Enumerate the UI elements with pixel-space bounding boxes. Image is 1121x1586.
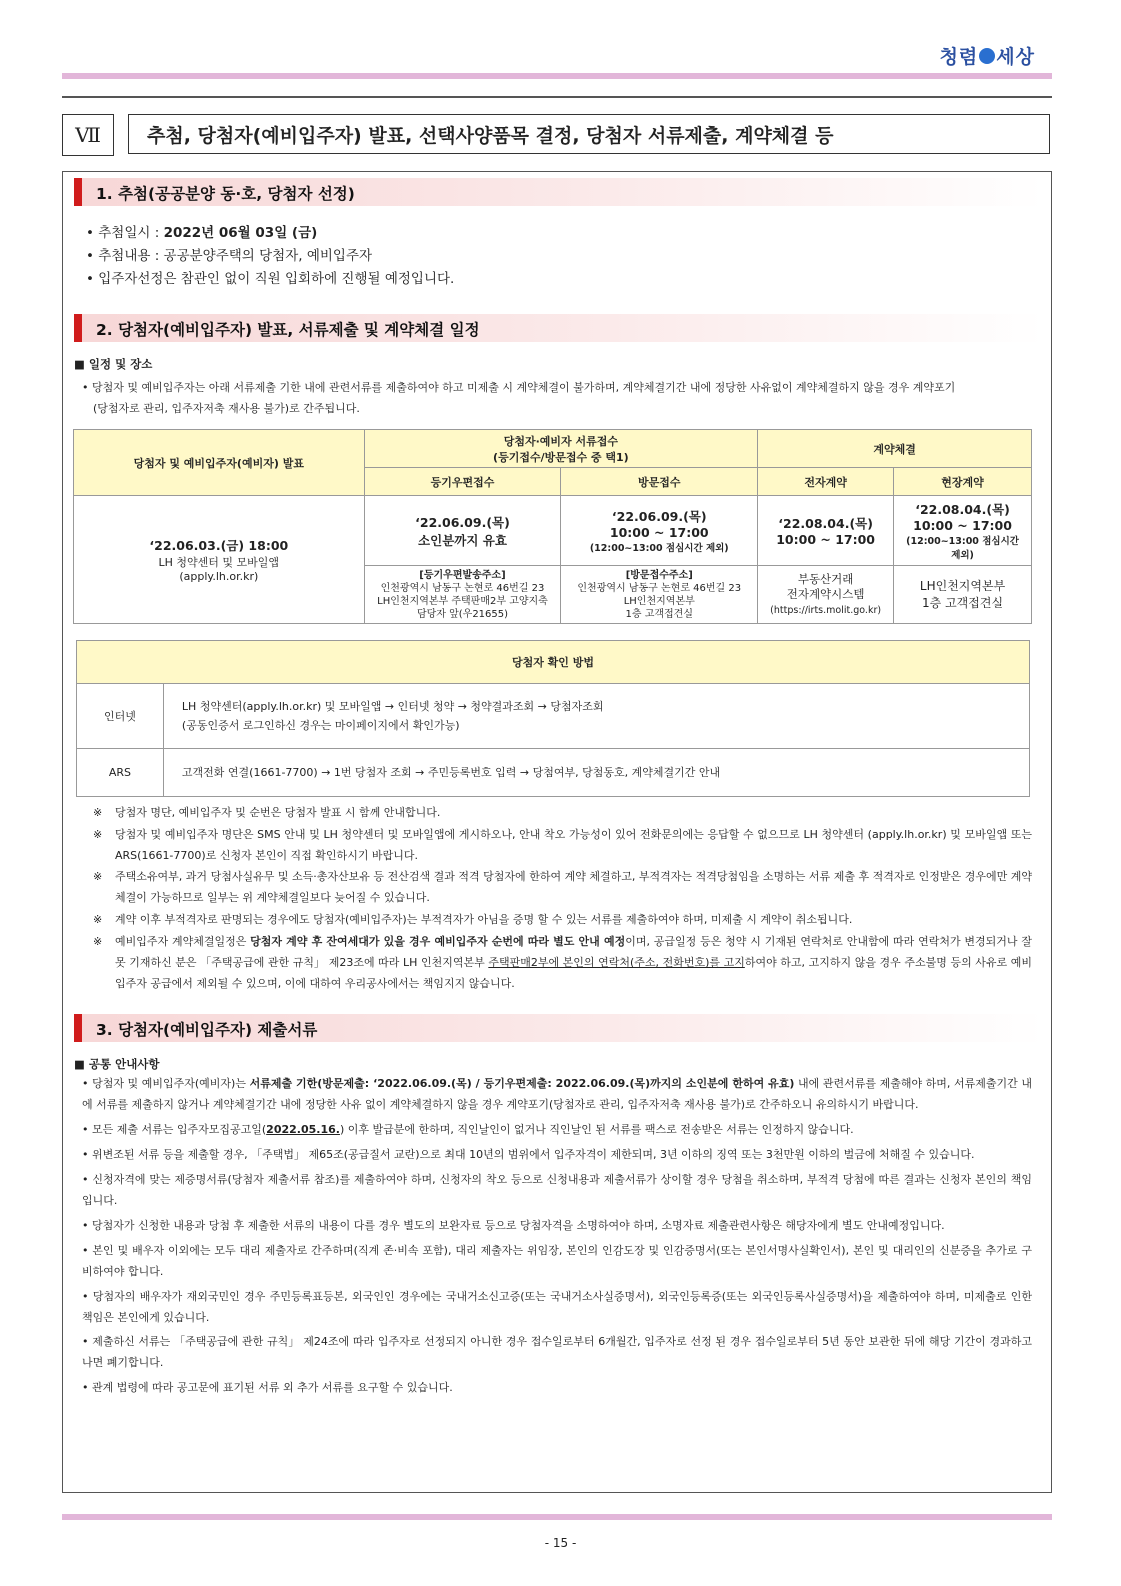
note: ※ 예비입주자 계약체결일정은 당첨자 계약 후 잔여세대가 있을 경우 예비입주자 순번에 따라 별도 안내 예정이며, 공급일정 등은 청약 시 기재된 연락처로 안내함에 따라 연락처가 변경되거나 잘못 기재하신 분은 「주택공급에 관한 규칙」 제23조에 따라 LH 인천지역본부 주택판매2부에 본인의 연락처(주소, 전화번호)를 고지하여야 하고, 고지하지 않을 경우 주소불명 등의 사유로 예비입주자 공급에서 제외될 수 있으며, 이에 대하여 우리공사에서는 책임지지 않습니다. bbox=[93, 935, 1032, 990]
internet-label: 인터넷 bbox=[77, 684, 164, 749]
common-item: • 위변조된 서류 등을 제출할 경우, 「주택법」 제65조(공급질서 교란)으로 최대 10년의 범위에서 입주자격이 제한되며, 3년 이하의 징역 또는 3천만원 이하의 벌금에 처해질 수 있습니다. bbox=[82, 1148, 975, 1161]
common-item: • 당첨자가 신청한 내용과 당첨 후 제출한 서류의 내용이 다를 경우 별도의 보완자료 등으로 당첨자격을 소명하여야 하며, 소명자료 제출관련사항은 해당자에게 별도 안내예정입니다. bbox=[82, 1219, 945, 1232]
header-pink-bar bbox=[62, 73, 1052, 79]
brand-logo: 청렴 세상 bbox=[939, 46, 1035, 68]
visit-date-cell: ‘22.06.09.(목) 10:00 ~ 17:00 (12:00~13:00 점심시간 제외) bbox=[561, 496, 758, 566]
common-item: • 관계 법령에 따라 공고문에 표기된 서류 외 추가 서류를 요구할 수 있습니다. bbox=[82, 1381, 453, 1394]
col-onsite: 현장계약 bbox=[894, 468, 1032, 496]
col-contract: 계약체결 bbox=[758, 430, 1032, 468]
mail-address-cell: [등기우편발송주소] 인천광역시 남동구 논현로 46번길 23 LH인천지역본부 주택판매2부 고양지축 담당자 앞(우21655) bbox=[364, 566, 561, 624]
common-subhead: ■ 공통 안내사항 bbox=[74, 1057, 160, 1071]
ars-method: 고객전화 연결(1661-7700) → 1번 당첨자 조회 → 주민등록번호 입력 → 당첨여부, 당첨동호, 계약체결기간 안내 bbox=[163, 749, 1029, 797]
section-2-header: 2. 당첨자(예비입주자) 발표, 서류제출 및 계약체결 일정 bbox=[74, 314, 1044, 342]
col-visit: 방문접수 bbox=[561, 468, 758, 496]
ars-label: ARS bbox=[77, 749, 164, 797]
common-item: • 제출하신 서류는 「주택공급에 관한 규칙」 제24조에 따라 입주자로 선정되지 아니한 경우 접수일로부터 6개월간, 입주자로 선정 된 경우 접수일로부터 5년 동안 보관한 뒤에 해당 기간이 경과하고 나면 폐기합니다. bbox=[82, 1335, 1032, 1369]
chapter-title: 추첨, 당첨자(예비입주자) 발표, 선택사양품목 결정, 당첨자 서류제출, 계약체결 등 bbox=[128, 114, 1050, 154]
announce-cell: ‘22.06.03.(금) 18:00 LH 청약센터 및 모바일앱 (apply.lh.or.kr) bbox=[74, 496, 365, 624]
common-item: • 모든 제출 서류는 입주자모집공고일(2022.05.16.) 이후 발급분에 한하며, 직인날인이 없거나 직인날인 된 서류를 팩스로 전송받은 서류는 인정하지 않습니다. bbox=[82, 1123, 854, 1136]
note: ※ 당첨자 명단, 예비입주자 및 순번은 당첨자 발표 시 함께 안내합니다. bbox=[93, 806, 441, 819]
mail-date-cell: ‘22.06.09.(목) 소인분까지 유효 bbox=[364, 496, 561, 566]
section-1-header: 1. 추첨(공공분양 동·호, 당첨자 선정) bbox=[74, 178, 1044, 206]
chapter-number: Ⅶ bbox=[62, 114, 114, 156]
common-item: • 당첨자 및 예비입주자(예비자)는 서류제출 기한(방문제출: ‘2022.06.09.(목) / 등기우편제출: 2022.06.09.(목)까지의 소인분에 한하여 유효) 내에 관련서류를 제출해야 하며, 서류제출기간 내에 서류를 제출하지 않거나 계약체결기간 내에 정당한 사유 없이 계약체결하지 않을 경우 계약포기(당첨자로 관리, 입주자저축 재사용 불가)로 간주하오니 유의하시기 바랍니다. bbox=[82, 1077, 1032, 1111]
schedule-table bbox=[73, 429, 1032, 624]
header-divider bbox=[62, 96, 1052, 98]
chapter-header bbox=[62, 114, 1052, 156]
page-number: - 15 - bbox=[544, 1536, 577, 1550]
section-1-item: • 추첨내용 : 공공분양주택의 당첨자, 예비입주자 bbox=[86, 248, 373, 264]
econtract-date-cell: ‘22.08.04.(목) 10:00 ~ 17:00 bbox=[758, 496, 894, 566]
note: ※ 계약 이후 부적격자로 판명되는 경우에도 당첨자(예비입주자)는 부적격자가 아님을 증명 할 수 있는 서류를 제출하여야 하며, 미제출 시 계약이 취소됩니다. bbox=[93, 913, 853, 926]
col-docs: 당첨자·예비자 서류접수 (등기접수/방문접수 중 택1) bbox=[364, 430, 758, 468]
onsite-date-cell: ‘22.08.04.(목) 10:00 ~ 17:00 (12:00~13:00 점심시간 제외) bbox=[894, 496, 1032, 566]
internet-method: LH 청약센터(apply.lh.or.kr) 및 모바일앱 → 인터넷 청약 → 청약결과조회 → 당첨자조회 (공동인증서 로그인하신 경우는 마이페이지에서 확인가능) bbox=[163, 684, 1029, 749]
onsite-place-cell: LH인천지역본부 1층 고객접견실 bbox=[894, 566, 1032, 624]
note: ※ 당첨자 및 예비입주자 명단은 SMS 안내 및 LH 청약센터 및 모바일앱에 게시하오나, 안내 착오 가능성이 있어 전화문의에는 응답할 수 없으므로 LH 청약센터 (apply.lh.or.kr) 및 모바일앱 또는 ARS(1661-7700)로 신청자 본인이 직접 확인하시기 바랍니다. bbox=[93, 828, 1032, 862]
footer-pink-bar bbox=[62, 1514, 1052, 1520]
schedule-intro: • 당첨자 및 예비입주자는 아래 서류제출 기한 내에 관련서류를 제출하여야 하고 미제출 시 계약체결이 불가하며, 계약체결기간 내에 정당한 사유없이 계약체결하지 않을 경우 계약포기 (당첨자로 관리, 입주자저축 재사용 불가)로 간주됩니다. bbox=[82, 381, 956, 415]
globe-icon bbox=[979, 48, 995, 64]
econtract-system-cell: 부동산거래 전자계약시스템 (https://irts.molit.go.kr) bbox=[758, 566, 894, 624]
winner-check-table bbox=[76, 640, 1030, 797]
check-title: 당첨자 확인 방법 bbox=[77, 641, 1030, 684]
schedule-subhead: ■ 일정 및 장소 bbox=[74, 357, 153, 371]
section-3-header: 3. 당첨자(예비입주자) 제출서류 bbox=[74, 1014, 1044, 1042]
col-mail: 등기우편접수 bbox=[364, 468, 561, 496]
common-item: • 본인 및 배우자 이외에는 모두 대리 제출자로 간주하며(직계 존·비속 포함), 대리 제출자는 위임장, 본인의 인감도장 및 인감증명서(또는 본인서명사실확인서), 본인 및 대리인의 신분증을 추가로 구비하여야 합니다. bbox=[82, 1244, 1032, 1278]
section-1-item: • 추첨일시 : 2022년 06월 03일 (금) bbox=[86, 225, 318, 241]
common-item: • 당첨자의 배우자가 재외국민인 경우 주민등록표등본, 외국인인 경우에는 국내거소신고증(또는 국내거소사실증명서), 외국인등록증(또는 외국인등록사실증명서)을 제출하여야 하며, 미제출로 인한 책임은 본인에게 있습니다. bbox=[82, 1290, 1032, 1324]
col-econtract: 전자계약 bbox=[758, 468, 894, 496]
note: ※ 주택소유여부, 과거 당첨사실유무 및 소득·총자산보유 등 전산검색 결과 적격 당첨자에 한하여 계약 체결하고, 부적격자는 적격당첨임을 소명하는 서류 제출 후 적격자로 인정받은 경우에만 계약 체결이 가능하므로 일부는 위 계약체결일보다 늦어질 수 있습니다. bbox=[93, 870, 1032, 904]
common-item: • 신청자격에 맞는 제증명서류(당첨자 제출서류 참조)를 제출하여야 하며, 신청자의 착오 등으로 신청내용과 제출서류가 상이할 경우 당첨을 취소하며, 부적격 당첨에 따른 결과는 신청자 본인의 책임입니다. bbox=[82, 1173, 1032, 1207]
section-1-item: • 입주자선정은 참관인 없이 직원 입회하에 진행될 예정입니다. bbox=[86, 271, 455, 287]
col-announce: 당첨자 및 예비입주자(예비자) 발표 bbox=[74, 430, 365, 496]
visit-address-cell: [방문접수주소] 인천광역시 남동구 논현로 46번길 23 LH인천지역본부 1층 고객접견실 bbox=[561, 566, 758, 624]
